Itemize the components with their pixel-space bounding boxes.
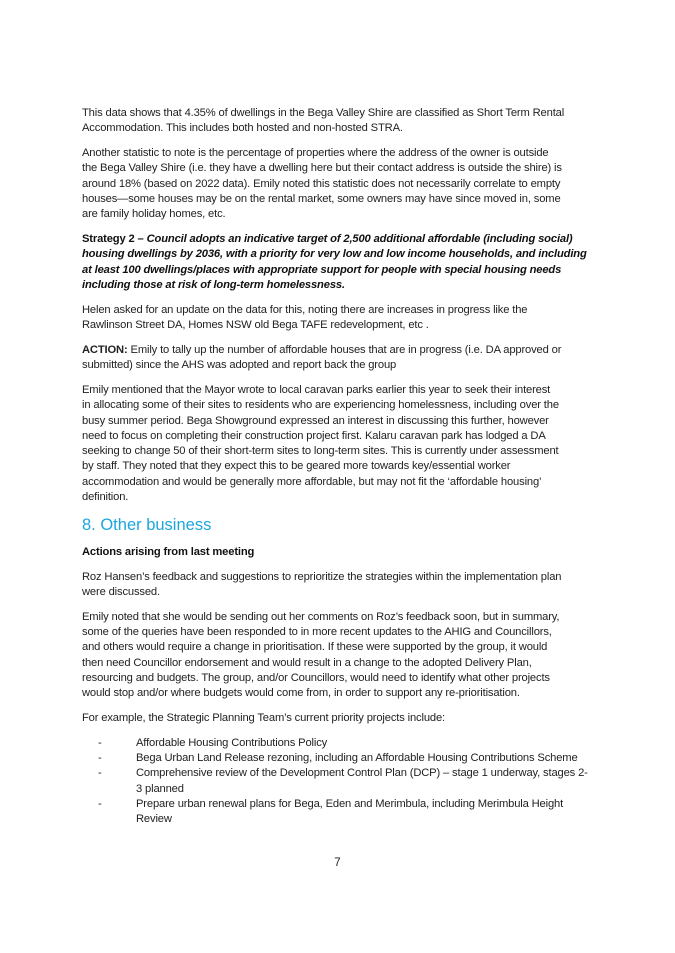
text-line: accommodation and would be generally more affordable, but may not fit the ‘affordable housing’ [82, 475, 542, 488]
text-line: the Bega Valley Shire (i.e. they have a dwelling here but their contact address is outside the shire) is [82, 162, 562, 175]
paragraph-caravan-parks [82, 383, 602, 505]
document-page [82, 106, 602, 828]
page-number: 7 [334, 857, 341, 869]
text-line: in allocating some of their sites to residents who are experiencing homelessness, including over the [82, 399, 559, 412]
bullet-dash-icon: - [98, 752, 102, 765]
priority-projects-list [98, 736, 602, 828]
paragraph-owner-address-statistic [82, 146, 602, 222]
list-item [98, 797, 602, 828]
bullet-dash-icon: - [98, 767, 102, 780]
text-line: submitted) since the AHS was adopted and report back the group [82, 359, 397, 372]
text-line: Affordable Housing Contributions Policy [136, 736, 328, 749]
text-line: Helen asked for an update on the data for this, noting there are increases in progress like the [82, 303, 528, 316]
text-line: Emily noted that she would be sending out her comments on Roz’s feedback soon, but in summary, [82, 610, 560, 623]
text-line: Rawlinson Street DA, Homes NSW old Bega TAFE redevelopment, etc . [82, 319, 429, 332]
text-line: are family holiday homes, etc. [82, 208, 226, 221]
paragraph-roz-feedback [82, 570, 602, 601]
text-line: houses—some houses may be on the rental market, some owners may have since moved in, some [82, 192, 561, 205]
text-line: including those at risk of long-term homelessness. [82, 278, 345, 291]
text-line: some of the queries have been responded to in more recent updates to the AHIG and Councillors, [82, 626, 552, 639]
text-line: resourcing and budgets. The group, and/or Councillors, would need to identify what other projects [82, 671, 550, 684]
text-line: housing dwellings by 2036, with a priority for very low and low income households, and including [82, 248, 587, 261]
text-line: around 18% (based on 2022 data). Emily noted this statistic does not necessarily correlate to empty [82, 177, 561, 190]
text-line: at least 100 dwellings/places with appropriate support for people with special housing needs [82, 263, 562, 276]
text-line: seeking to change 50 of their short-term sites to long-term sites. This is currently under assessment [82, 445, 559, 458]
action-label: ACTION: [82, 343, 128, 356]
strategy-text: Council adopts an indicative target of 2,500 additional affordable (including social) [146, 233, 573, 246]
text-line: Comprehensive review of the Development Control Plan (DCP) – stage 1 underway, stages 2- [136, 767, 588, 780]
text-line [82, 343, 602, 358]
subheading-actions-arising: Actions arising from last meeting [82, 545, 255, 558]
list-item [98, 736, 602, 751]
strategy-label: Strategy 2 – [82, 233, 147, 246]
text-line: busy summer period. Bega Showground expressed an interest in discussing this further, however [82, 414, 549, 427]
text-line: Bega Urban Land Release rezoning, including an Affordable Housing Contributions Scheme [136, 752, 578, 765]
strategy-2-statement [82, 232, 602, 293]
text-line: need to focus on completing their construction project first. Kalaru caravan park has lodged a DA [82, 429, 546, 442]
text-line: by staff. They noted that they expect this to be geared more towards key/essential worker [82, 460, 511, 473]
text-line: 3 planned [136, 782, 184, 795]
text-line [82, 232, 602, 247]
text-line: For example, the Strategic Planning Team’s current priority projects include: [82, 712, 445, 724]
section-heading-other-business: 8. Other business [82, 515, 212, 534]
text-line: Review [136, 813, 172, 826]
text-line: Another statistic to note is the percentage of properties where the address of the owner is outside [82, 147, 549, 160]
text-line: and others would require a change in prioritisation. If these were supported by the group, it would [82, 641, 548, 654]
action-text: Emily to tally up the number of affordable houses that are in progress (i.e. DA approved or [127, 343, 562, 356]
list-item [98, 766, 602, 797]
text-line: This data shows that 4.35% of dwellings in the Bega Valley Shire are classified as Short Term Rental [82, 107, 565, 119]
text-line: Prepare urban renewal plans for Bega, Eden and Merimbula, including Merimbula Height [136, 797, 564, 810]
paragraph-stra-statistic [82, 106, 602, 137]
text-line: were discussed. [82, 585, 160, 598]
text-line: Emily mentioned that the Mayor wrote to local caravan parks earlier this year to seek their interest [82, 383, 551, 396]
bullet-dash-icon: - [98, 797, 102, 810]
text-line: would stop and/or where budgets would come from, in order to support any re-prioritisation. [82, 687, 520, 700]
text-line: then need Councillor endorsement and would result in a change to the adopted Delivery Plan, [82, 656, 532, 669]
text-line: Roz Hansen’s feedback and suggestions to reprioritize the strategies within the implementation plan [82, 570, 562, 583]
paragraph-priority-projects-intro [82, 711, 602, 726]
list-item [98, 751, 602, 766]
bullet-dash-icon: - [98, 736, 102, 749]
text-line: Accommodation. This includes both hosted and non-hosted STRA. [82, 122, 403, 135]
paragraph-helen-update [82, 303, 602, 334]
paragraph-emily-comments [82, 610, 602, 702]
text-line: definition. [82, 491, 129, 504]
action-item [82, 343, 602, 374]
